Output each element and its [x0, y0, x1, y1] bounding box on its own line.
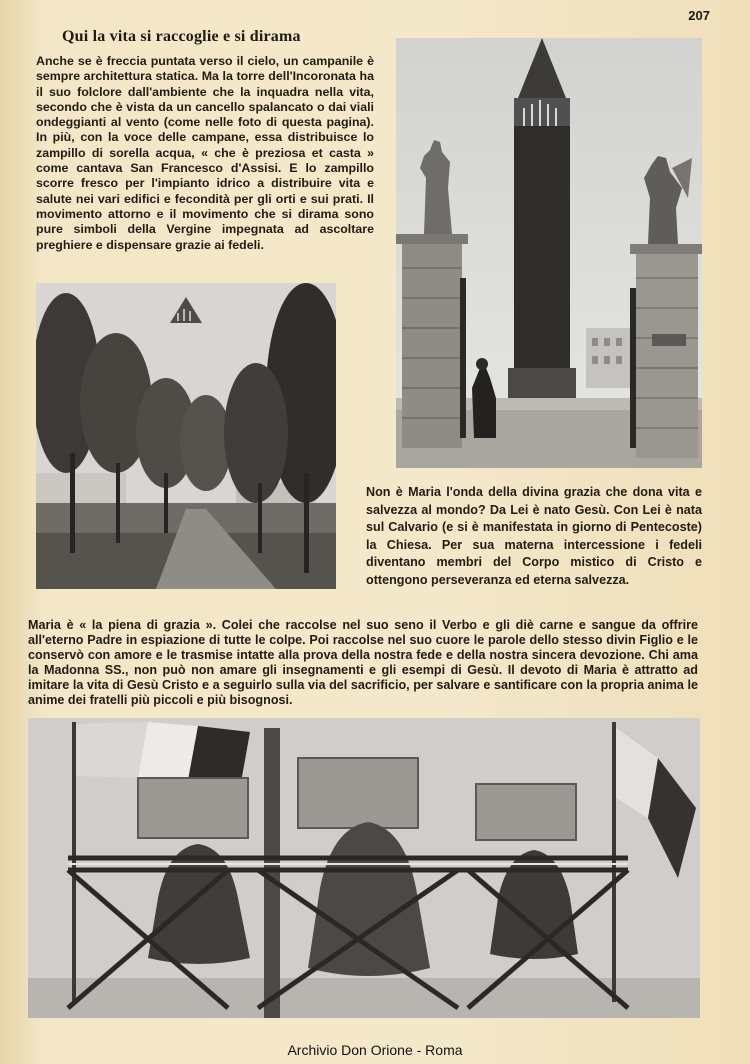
paragraph-campanile: Anche se è freccia puntata verso il cielo, un campanile è sempre architettura statica. Ma la torre dell'Incoronata ha il suo folclore dall'ambiente che la inquadra nella vita, secondo che è vista da un cancello spalancato o dai viali ondeggianti al vento (come nelle foto di questa pagina). In più, con la voce delle campane, essa distribuisce lo zampillo di sorella acqua, « che è preziosa et casta » come cantava San Francesco d'Assisi. E lo zampillo scorre fresco per l'impianto idrico a distribuire vita e salute nei vari edifici e fecondità per gli orti e sui prati. Il movimento attorno e il movimento che si dirama sono pure simboli della Vergine impegnata ad ascoltare preghiere e dispensare grazie ai fedeli.	[36, 54, 374, 252]
photo-bells-scaffold	[28, 718, 700, 1018]
paragraph-piena-di-grazia: Maria è « la piena di grazia ». Colei che raccolse nel suo seno il Verbo e gli diè carne e sangue da offrire all'eterno Padre in espiazione di tutte le colpe. Poi raccolse nel suo cuore le parole dello stesso divin Figlio e le conservò con amore e le trasmise intatte alla prova della nostra fede e della nostra sincera devozione. Chi ama la Madonna SS., non può non amare gli insegnamenti e gli esempi di Gesù. Il devoto di Maria è attratto ad imitare la vita di Gesù Cristo e a seguirlo sulla via del sacrificio, per salvare e santificare con la propria anima le anime dei fratelli più piccoli e più bisognosi.	[28, 618, 698, 707]
photo-tower-gate	[396, 38, 702, 468]
archive-footer: Archivio Don Orione - Roma	[287, 1042, 463, 1058]
paragraph-maria-grace: Non è Maria l'onda della divina grazia che dona vita e salvezza al mondo? Da Lei è nato Gesù. Con Lei è nata sul Calvario (e si è manifestata in giorno di Pentecoste) la Chiesa. Per sua materna intercessione i fedeli diventano membri del Corpo mistico di Cristo e ottengono perseveranza ed eterna salvezza.	[366, 485, 702, 587]
article-title: Qui la vita si raccoglie e si dirama	[62, 28, 301, 45]
photo-tree-avenue	[36, 283, 336, 589]
page-number: 207	[688, 8, 710, 23]
